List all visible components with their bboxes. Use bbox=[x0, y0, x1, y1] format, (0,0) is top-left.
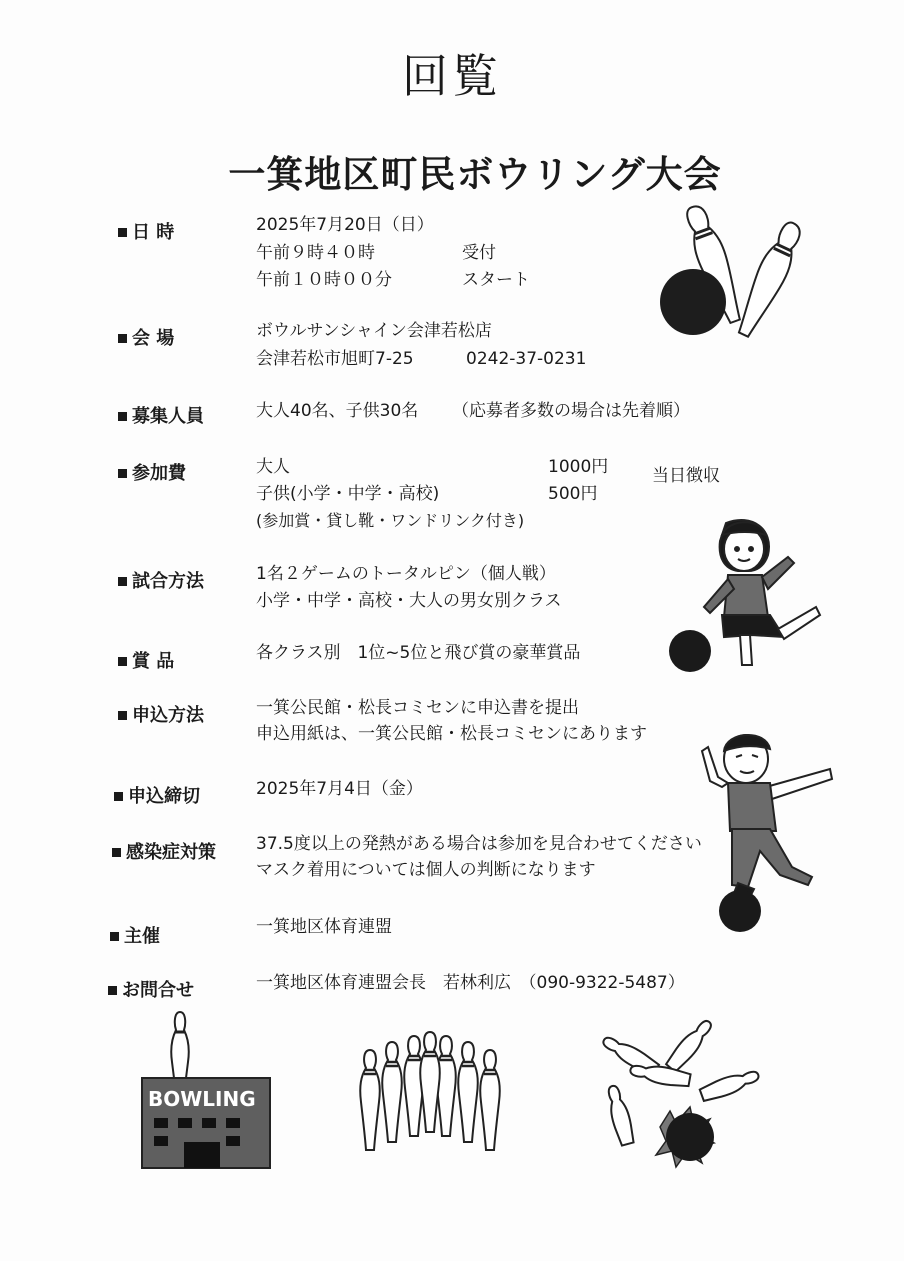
contact-label: お問合せ bbox=[108, 976, 194, 1002]
venue-label: 会 場 bbox=[118, 324, 174, 350]
fee-child-value: 500円 bbox=[548, 484, 598, 504]
bowling-alley-building-illustration bbox=[136, 1008, 276, 1173]
page-title: 回覧 bbox=[402, 49, 502, 103]
deadline-label: 申込締切 bbox=[114, 782, 200, 808]
host-text: 一箕地区体育連盟 bbox=[256, 917, 392, 937]
recruit-text: 大人40名、子供30名 bbox=[256, 401, 419, 421]
boy-bowler-illustration bbox=[700, 727, 840, 937]
standing-pins-illustration bbox=[350, 1030, 510, 1170]
strike-pins-illustration bbox=[590, 1015, 760, 1175]
venue-phone: 0242-37-0231 bbox=[466, 349, 587, 369]
method-label: 試合方法 bbox=[118, 567, 204, 593]
infection-line2: マスク着用については個人の判断になります bbox=[256, 860, 596, 880]
prize-text: 各クラス別 1位~5位と飛び賞の豪華賞品 bbox=[256, 643, 581, 663]
bowling-ball-and-pins-illustration bbox=[655, 198, 815, 348]
fee-label: 参加費 bbox=[118, 459, 186, 485]
infection-label: 感染症対策 bbox=[112, 838, 216, 864]
fee-adult-value: 1000円 bbox=[548, 457, 609, 477]
start-note: スタート bbox=[462, 270, 530, 290]
recruit-note: （応募者多数の場合は先着順） bbox=[452, 401, 690, 421]
event-date: 2025年7月20日（日） bbox=[256, 215, 434, 235]
deadline-text: 2025年7月4日（金） bbox=[256, 779, 423, 799]
host-label: 主催 bbox=[110, 922, 160, 948]
event-title: 一箕地区町民ボウリング大会 bbox=[228, 153, 722, 196]
prize-label: 賞 品 bbox=[118, 647, 174, 673]
girl-bowler-illustration bbox=[664, 505, 824, 675]
fee-child-label: 子供(小学・中学・高校) bbox=[256, 484, 440, 504]
fee-collect: 当日徴収 bbox=[652, 466, 720, 486]
recruit-label: 募集人員 bbox=[118, 402, 204, 428]
venue-address: 会津若松市旭町7-25 bbox=[256, 349, 414, 369]
reception-note: 受付 bbox=[462, 243, 496, 263]
fee-note: (参加賞・貸し靴・ワンドリンク付き) bbox=[256, 511, 525, 530]
contact-text: 一箕地区体育連盟会長 若林利広 （090-9322-5487） bbox=[256, 973, 685, 993]
reception-time: 午前９時４０時 bbox=[256, 243, 375, 263]
apply-line1: 一箕公民館・松長コミセンに申込書を提出 bbox=[256, 698, 579, 718]
bowling-sign-text: BOWLING bbox=[148, 1087, 256, 1111]
method-line1: 1名２ゲームのトータルピン（個人戦） bbox=[256, 564, 556, 584]
fee-adult-label: 大人 bbox=[256, 457, 290, 477]
datetime-label: 日 時 bbox=[118, 218, 174, 244]
apply-line2: 申込用紙は、一箕公民館・松長コミセンにあります bbox=[256, 724, 647, 744]
venue-name: ボウルサンシャイン会津若松店 bbox=[256, 321, 492, 341]
apply-label: 申込方法 bbox=[118, 701, 204, 727]
start-time: 午前１０時００分 bbox=[256, 270, 392, 290]
method-line2: 小学・中学・高校・大人の男女別クラス bbox=[256, 591, 562, 611]
infection-line1: 37.5度以上の発熱がある場合は参加を見合わせてください bbox=[256, 834, 702, 854]
